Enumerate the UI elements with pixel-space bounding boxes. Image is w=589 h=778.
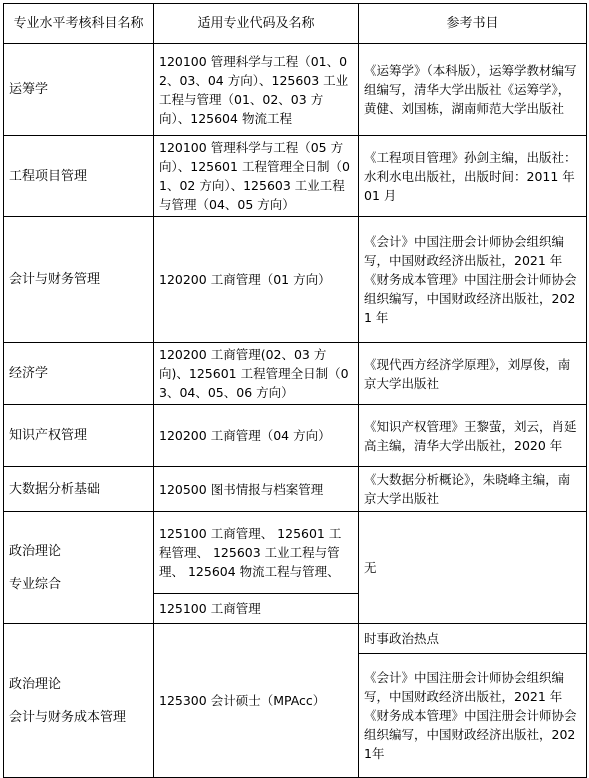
major-cell: 125100 工商管理、 125601 工程管理、 125603 工业工程与管理、 125604 物流工程与管理、 [154,512,359,594]
table-row [4,405,587,467]
header-subject: 专业水平考核科目名称 [4,4,154,44]
table-row [4,512,587,594]
subject-cell: 会计与财务管理 [4,217,154,343]
table-header-row [4,4,587,44]
subject-cell-group-b [4,624,154,778]
major-cell: 125100 工商管理 [154,594,359,624]
subject-politics: 政治理论 [9,676,62,692]
subject-cell: 工程项目管理 [4,136,154,217]
books-cell: 《工程项目管理》孙剑主编，出版社：水利水电出版社，出版时间：2011 年 01 月 [359,136,587,217]
major-cell: 120200 工商管理（04 方向） [154,405,359,467]
table-row [4,136,587,217]
major-cell: 125300 会计硕士（MPAcc） [154,624,359,778]
table-row [4,217,587,343]
books-cell: 《会计》中国注册会计师协会组织编写，中国财政经济出版社，2021 年 《财务成本管理》中国注册会计师协会组织编写，中国财政经济出版社，2021年 [359,654,587,778]
subject-accounting: 会计与财务成本管理 [9,709,127,725]
header-major: 适用专业代码及名称 [154,4,359,44]
books-cell: 《现代西方经济学原理》，刘厚俊，南京大学出版社 [359,343,587,405]
major-cell: 120100 管理科学与工程（01、02、03、04 方向）、125603 工业工程与管理（01、02、03 方向）、125604 物流工程 [154,44,359,136]
subject-cell-group-a [4,512,154,624]
subject-politics: 政治理论 [9,543,62,559]
books-cell: 无 [359,512,587,624]
subject-cell: 知识产权管理 [4,405,154,467]
subject-cell: 大数据分析基础 [4,467,154,512]
table-row [4,624,587,654]
major-cell: 120100 管理科学与工程（05 方向）、125601 工程管理全日制（01、02 方向）、125603 工业工程与管理（04、05 方向） [154,136,359,217]
major-cell: 120200 工商管理（01 方向） [154,217,359,343]
major-cell: 120200 工商管理(02、03 方向)、125601 工程管理全日制（03、04、05、06 方向） [154,343,359,405]
header-books: 参考书目 [359,4,587,44]
subject-comprehensive: 专业综合 [9,576,62,592]
table-row [4,343,587,405]
books-cell: 《会计》中国注册会计师协会组织编写，中国财政经济出版社，2021 年 《财务成本管理》中国注册会计师协会组织编写，中国财政经济出版社，2021 年 [359,217,587,343]
books-cell: 《知识产权管理》王黎萤，刘云，肖延高主编，清华大学出版社，2020 年 [359,405,587,467]
books-cell: 《运筹学》（本科版），运筹学教材编写组编写，清华大学出版社《运筹学》，黄健、刘国栋，湖南师范大学出版社 [359,44,587,136]
exam-reference-table [3,3,587,778]
books-cell: 时事政治热点 [359,624,587,654]
subject-cell: 运筹学 [4,44,154,136]
table-row [4,44,587,136]
books-cell: 《大数据分析概论》，朱晓峰主编，南京大学出版社 [359,467,587,512]
subject-cell: 经济学 [4,343,154,405]
major-cell: 120500 图书情报与档案管理 [154,467,359,512]
table-row [4,467,587,512]
